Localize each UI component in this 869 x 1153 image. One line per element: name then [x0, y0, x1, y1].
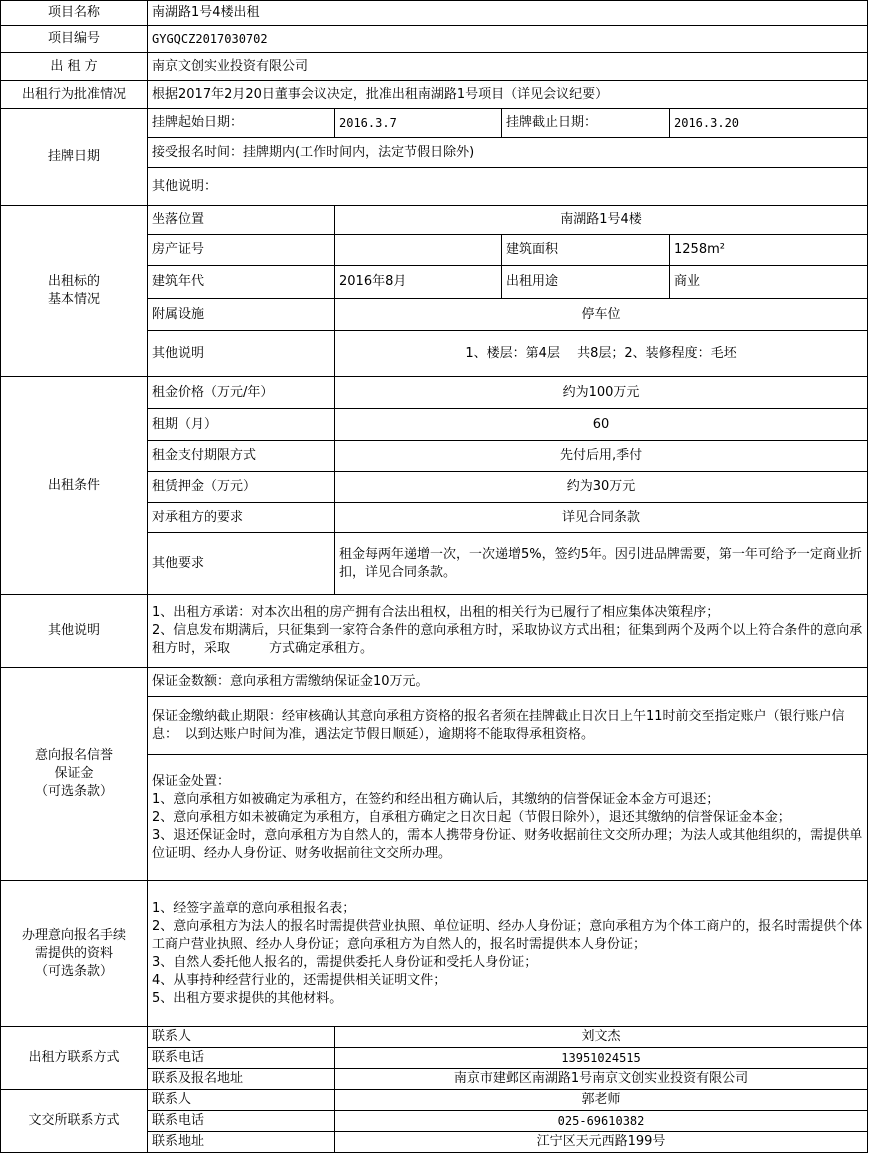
listing-end-value: 2016.3.20: [670, 109, 868, 138]
row-listing-dates: [1, 109, 868, 138]
listing-start-label: 挂牌起始日期：: [148, 109, 335, 138]
basic-info-label-line1: 出租标的: [47, 274, 100, 289]
row-lessor-person: [1, 1027, 868, 1048]
row-exchange-person: [1, 1090, 868, 1111]
materials-item-4: 4、从事持种经营行业的，还需提供相关证明文件；: [152, 972, 447, 988]
materials-item-3: 3、自然人委托他人报名的，需提供委托人身份证和受托人身份证；: [152, 954, 538, 970]
price-label: 租金价格（万元/年）: [148, 377, 335, 409]
exchange-phone-value: 025-69610382: [335, 1111, 868, 1132]
area-value: 1258m²: [670, 235, 868, 266]
cert-value: [335, 235, 502, 266]
materials-list: [148, 881, 868, 1027]
period-value: 60: [335, 409, 868, 441]
exchange-person-label: 联系人: [148, 1090, 335, 1111]
lessor-value: 南京文创实业投资有限公司: [148, 53, 868, 81]
price-value: 约为100万元: [335, 377, 868, 409]
year-label: 建筑年代: [148, 266, 335, 299]
cert-label: 房产证号: [148, 235, 335, 266]
exchange-address-value: 江宁区天元西路199号: [335, 1132, 868, 1153]
materials-item-5: 5、出租方要求提供的其他材料。: [152, 990, 343, 1006]
area-label: 建筑面积: [502, 235, 670, 266]
requirements-label: 对承租方的要求: [148, 503, 335, 533]
exchange-address-label: 联系地址: [148, 1132, 335, 1153]
facility-value: 停车位: [335, 299, 868, 331]
row-guarantee-amount: [1, 668, 868, 697]
project-code-value: GYGQCZ2017030702: [148, 26, 868, 53]
project-name-label: 项目名称: [1, 1, 148, 26]
approval-value: 根据2017年2月20日董事会议决定，批准出租南湖路1号项目（详见会议纪要）: [148, 81, 868, 109]
materials-label: [1, 881, 148, 1027]
listing-label: 挂牌日期: [1, 109, 148, 206]
accept-time-text: 接受报名时间：挂牌期内(工作时间内，法定节假日除外): [148, 138, 868, 168]
row-price: [1, 377, 868, 409]
materials-label-line3: （可选条款）: [34, 963, 113, 979]
materials-item-1: 1、经签字盖章的意向承租报名表；: [152, 900, 356, 916]
row-approval: [1, 81, 868, 109]
lessor-person-value: 刘文杰: [335, 1027, 868, 1048]
basic-note-value: 1、楼层：第4层 共8层；2、装修程度：毛坯: [335, 331, 868, 377]
other-notes-label: 其他说明: [1, 595, 148, 668]
payment-value: 先付后用,季付: [335, 441, 868, 472]
deposit-label: 租赁押金（万元）: [148, 472, 335, 503]
guarantee-amount: 保证金数额：意向承租方需缴纳保证金10万元。: [148, 668, 868, 697]
deposit-value: 约为30万元: [335, 472, 868, 503]
facility-label: 附属设施: [148, 299, 335, 331]
basic-info-label-line2: 基本情况: [47, 292, 100, 307]
lessor-person-label: 联系人: [148, 1027, 335, 1048]
materials-item-2: 2、意向承租方为法人的报名时需提供营业执照、单位证明、经办人身份证；意向承租方为个体工商户的，报名时需提供个体工商户营业执照、经办人身份证；意向承租方为自然人的，报名时需提供本人身份证；: [152, 918, 863, 952]
other-requirements-value: 租金每两年递增一次，一次递增5%，签约5年。因引进品牌需要，第一年可给予一定商业折扣，详见合同条款。: [335, 533, 868, 595]
use-label: 出租用途: [502, 266, 670, 299]
other-requirements-label: 其他要求: [148, 533, 335, 595]
listing-other-text: 其他说明：: [148, 168, 868, 206]
row-project-code: [1, 26, 868, 53]
requirements-value: 详见合同条款: [335, 503, 868, 533]
exchange-contact-label: 文交所联系方式: [1, 1090, 148, 1153]
location-label: 坐落位置: [148, 206, 335, 235]
listing-end-label: 挂牌截止日期：: [502, 109, 670, 138]
listing-start-value: 2016.3.7: [335, 109, 502, 138]
use-value: 商业: [670, 266, 868, 299]
guarantee-disposal-2: 2、意向承租方如未被确定为承租方，自承租方确定之日次日起（节假日除外），退还其缴纳的信誉保证金本金；: [152, 809, 791, 825]
other-notes-content: [148, 595, 868, 668]
lessor-address-value: 南京市建邺区南湖路1号南京文创实业投资有限公司: [335, 1069, 868, 1090]
project-code-label: 项目编号: [1, 26, 148, 53]
row-project-name: [1, 1, 868, 26]
guarantee-disposal-3: 3、退还保证金时，意向承租方为自然人的，需本人携带身份证、财务收据前往文交所办理；为法人或其他组织的，需提供单位证明、经办人身份证、财务收据前往文交所办理。: [152, 827, 863, 861]
lessor-address-label: 联系及报名地址: [148, 1069, 335, 1090]
other-notes-line2: 2、信息发布期满后，只征集到一家符合条件的意向承租方时，采取协议方式出租；征集到两个及两个以上符合条件的意向承租方时，采取 方式确定承租方。: [152, 623, 863, 656]
basic-info-label: [1, 206, 148, 377]
basic-note-label: 其他说明: [148, 331, 335, 377]
exchange-phone-label: 联系电话: [148, 1111, 335, 1132]
row-other-notes: [1, 595, 868, 668]
materials-label-line1: 办理意向报名手续: [21, 927, 126, 943]
guarantee-deadline: 保证金缴纳截止期限：经审核确认其意向承租方资格的报名者须在挂牌截止日次日上午11时前交至指定账户（银行账户信息： 以到达账户时间为准，遇法定节假日顺延），逾期将不能取得承租资格。: [148, 697, 868, 755]
row-lessor: [1, 53, 868, 81]
row-location: [1, 206, 868, 235]
terms-label: 出租条件: [1, 377, 148, 595]
materials-label-line2: 需提供的资料: [34, 945, 113, 961]
other-notes-line1: 1、出租方承诺：对本次出租的房产拥有合法出租权，出租的相关行为已履行了相应集体决策程序；: [152, 605, 720, 620]
guarantee-label-line3: （可选条款）: [34, 784, 113, 799]
project-name-value: 南湖路1号4楼出租: [148, 1, 868, 26]
lessor-contact-label: 出租方联系方式: [1, 1027, 148, 1090]
guarantee-label-line1: 意向报名信誉: [34, 748, 113, 763]
guarantee-label-line2: 保证金: [54, 766, 94, 781]
row-materials: [1, 881, 868, 1027]
lessor-label: 出 租 方: [1, 53, 148, 81]
year-value: 2016年8月: [335, 266, 502, 299]
payment-label: 租金支付期限方式: [148, 441, 335, 472]
guarantee-disposal: [148, 755, 868, 881]
location-value: 南湖路1号4楼: [335, 206, 868, 235]
lessor-phone-label: 联系电话: [148, 1048, 335, 1069]
period-label: 租期（月）: [148, 409, 335, 441]
guarantee-label: [1, 668, 148, 881]
guarantee-disposal-title: 保证金处置：: [152, 773, 231, 789]
lessor-phone-value: 13951024515: [335, 1048, 868, 1069]
guarantee-disposal-1: 1、意向承租方如被确定为承租方，在签约和经出租方确认后，其缴纳的信誉保证金本金方可退还；: [152, 791, 720, 807]
exchange-person-value: 郭老师: [335, 1090, 868, 1111]
approval-label: 出租行为批准情况: [1, 81, 148, 109]
